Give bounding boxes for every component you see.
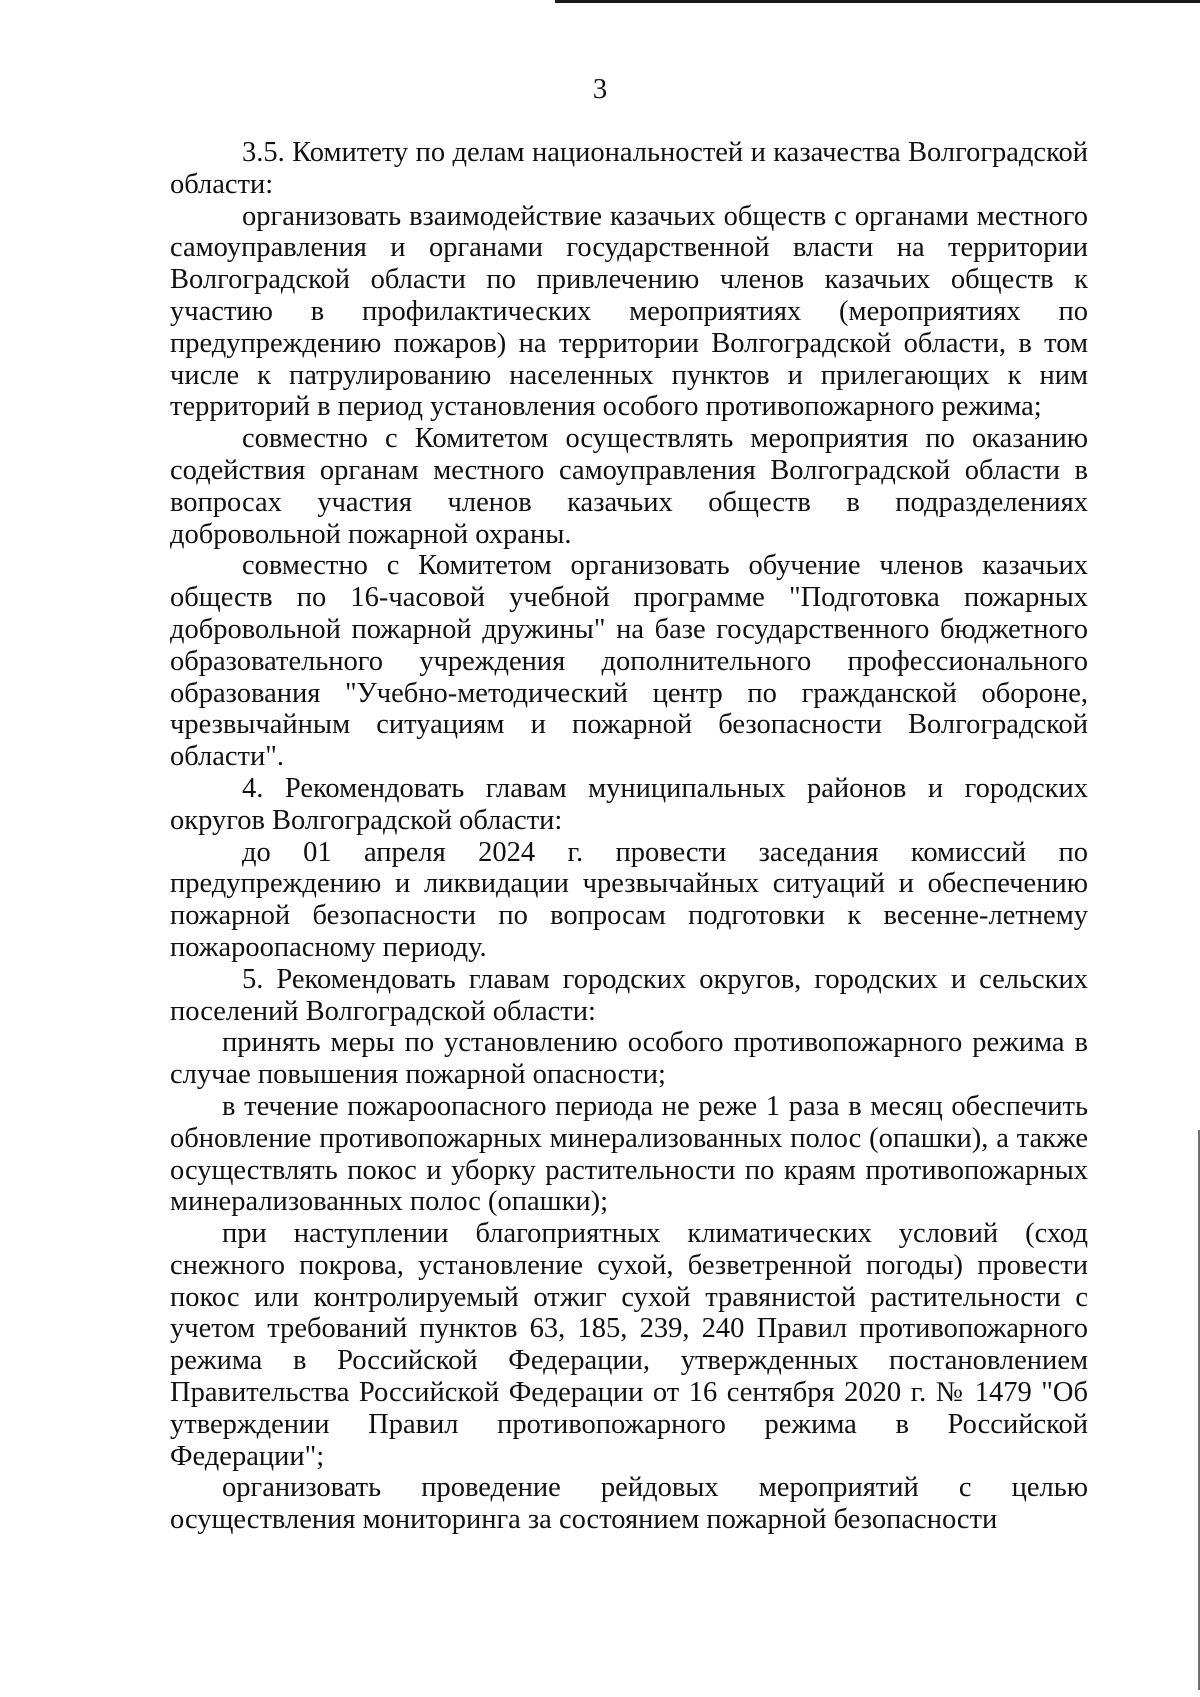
paragraph-assistance-measures: совместно с Комитетом осуществлять мероприятия по оказанию содействия органам местного самоуправления Волгоградской области в вопросах участия членов казачьих обществ в подразделениях добровольной пожарной охраны.: [170, 423, 1088, 550]
paragraph-5-heading: 5. Рекомендовать главам городских округов, городских и сельских поселений Волгоградской области:: [170, 963, 1088, 1027]
paragraph-3-5-heading: 3.5. Комитету по делам национальностей и казачества Волгоградской области:: [170, 137, 1088, 200]
paragraph-raid-monitoring: организовать проведение рейдовых мероприятий с целью осуществления мониторинга за состоянием пожарной безопасности: [170, 1472, 1088, 1536]
paragraph-cossack-interaction: организовать взаимодействие казачьих обществ с органами местного самоуправления и органами государственной власти на территории Волгоградской области по привлечению членов казачьих обществ к участию в профилактических мероприятиях (мероприятиях по предупреждению пожаров) на территории Волгоградской области, в том числе к патрулированию населенных пунктов и прилегающих к ним территорий в период установления особого противопожарного режима;: [170, 200, 1088, 423]
paragraph-4-heading: 4. Рекомендовать главам муниципальных районов и городских округов Волгоградской области:: [170, 772, 1088, 836]
paragraph-mineralized-strips: в течение пожароопасного периода не реже 1 раза в месяц обеспечить обновление противопожарных минерализованных полос (опашки), а также осуществлять покос и уборку растительности по краям противопожарных минерализованных полос (опашки);: [170, 1090, 1088, 1218]
paragraph-training-program: совместно с Комитетом организовать обучение членов казачьих обществ по 16-часовой учебной программе "Подготовка пожарных добровольной пожарной дружины" на базе государственного бюджетного образовательного учреждения дополнительного профессионального образования "Учебно-методический центр по гражданской обороне, чрезвычайным ситуациям и пожарной безопасности Волгоградской области".: [170, 550, 1088, 773]
document-body: [170, 137, 1088, 1536]
top-edge-rule: [555, 0, 1200, 3]
paragraph-commission-meetings: до 01 апреля 2024 г. провести заседания комиссий по предупреждению и ликвидации чрезвычайных ситуаций и обеспечению пожарной безопасности по вопросам подготовки к весенне-летнему пожароопасному периоду.: [170, 836, 1088, 963]
paragraph-controlled-burning: при наступлении благоприятных климатических условий (сход снежного покрова, установление сухой, безветренной погоды) провести покос или контролируемый отжиг сухой травянистой растительности с учетом требований пунктов 63, 185, 239, 240 Правил противопожарного режима в Российской Федерации, утвержденных постановлением Правительства Российской Федерации от 16 сентября 2020 г. № 1479 "Об утверждении Правил противопожарного режима в Российской Федерации";: [170, 1218, 1088, 1472]
paragraph-fire-regime-measures: принять меры по установлению особого противопожарного режима в случае повышения пожарной опасности;: [170, 1027, 1088, 1091]
page-number: 3: [592, 73, 608, 105]
